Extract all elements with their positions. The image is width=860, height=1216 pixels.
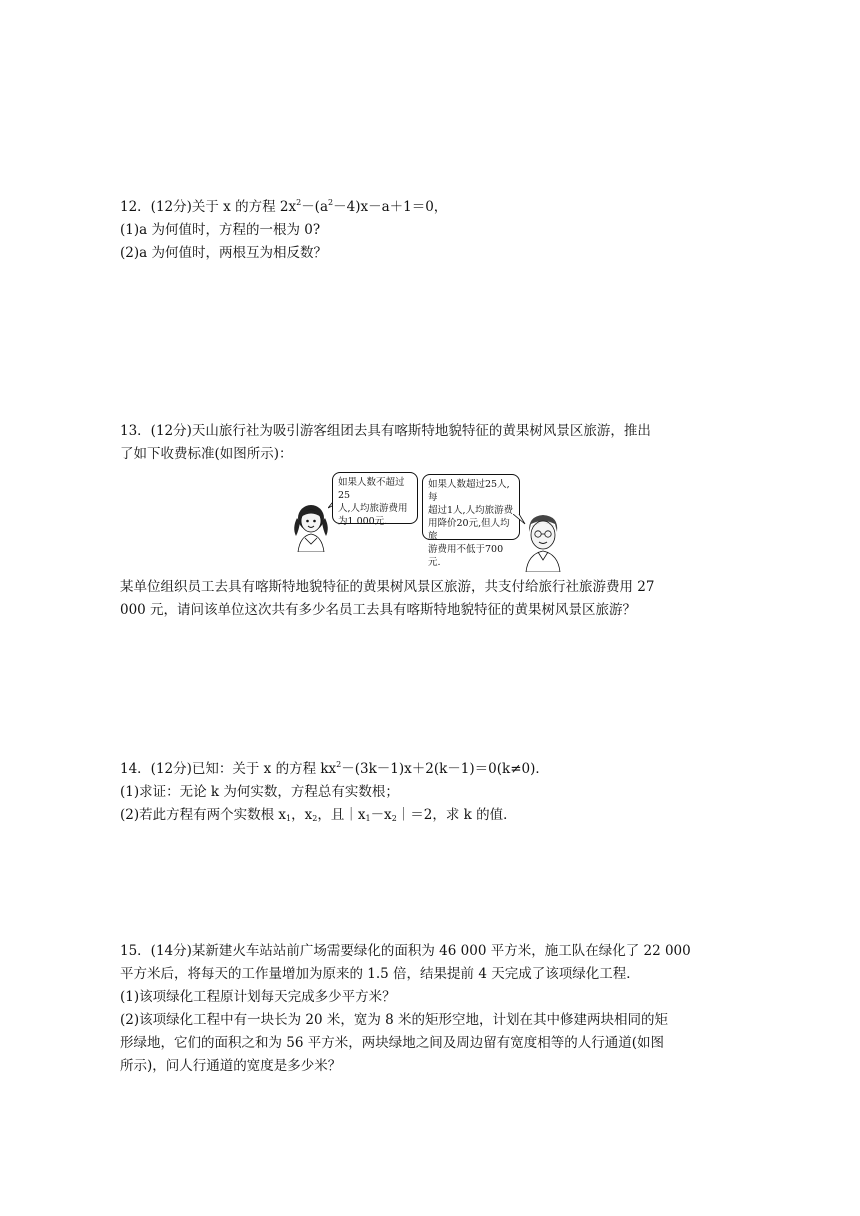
q12-head-pre: 12．(12分)关于 x 的方程 2x bbox=[120, 199, 297, 215]
question-13-line-4: 000 元，请问该单位这次共有多少名员工去具有喀斯特地貌特征的黄果树风景区旅游？ bbox=[120, 602, 637, 618]
question-13-line-3: 某单位组织员工去具有喀斯特地貌特征的黄果树风景区旅游，共支付给旅行社旅游费用 27 bbox=[120, 579, 655, 595]
q12-head-mid: －(a bbox=[301, 199, 329, 215]
question-12-stem bbox=[120, 196, 748, 219]
question-13-line-1: 13．(12分)天山旅行社为吸引游客组团去具有喀斯特地貌特征的黄果树风景区旅游，推出 bbox=[120, 423, 651, 439]
q14-head-post: －(3k－1)x＋2(k－1)＝0(k≠0)． bbox=[341, 761, 549, 777]
question-12-part-2: (2)a 为何值时，两根互为相反数？ bbox=[120, 245, 327, 261]
subscript: 1 bbox=[365, 814, 371, 823]
pricing-illustration bbox=[288, 470, 568, 575]
question-15-line-4: (2)该项绿化工程中有一块长为 20 米，宽为 8 米的矩形空地，计划在其中修建两块相同的矩 bbox=[120, 1012, 669, 1028]
bubble-right-line: 超过1人,人均旅游费 bbox=[428, 505, 514, 516]
subscript: 2 bbox=[312, 814, 318, 823]
question-14-stem bbox=[120, 758, 748, 781]
question-14-part-1: (1)求证：无论 k 为何实数，方程总有实数根； bbox=[120, 784, 399, 800]
exponent: 2 bbox=[296, 198, 302, 207]
bubble-right-line: 如果人数超过25人,每 bbox=[428, 479, 510, 503]
man-figure-icon bbox=[520, 510, 566, 572]
q14-part2-post: ｜＝2，求 k 的值． bbox=[396, 807, 517, 823]
question-13-line-2: 了如下收费标准(如图所示)： bbox=[120, 446, 293, 462]
question-15 bbox=[120, 940, 748, 1078]
q14-part2-pre: (2)若此方程有两个实数根 x bbox=[120, 807, 287, 823]
bubble-left-line: 如果人数不超过25 bbox=[338, 477, 405, 501]
question-15-line-6: 所示)，问人行通道的宽度是多少米？ bbox=[120, 1058, 342, 1074]
question-12-part-1: (1)a 为何值时，方程的一根为 0? bbox=[120, 222, 321, 238]
q14-part2-mid: －x bbox=[370, 807, 392, 823]
speech-bubble-left bbox=[332, 472, 418, 527]
question-13-body bbox=[120, 576, 748, 622]
bubble-left-line: 为1 000元. bbox=[338, 516, 388, 527]
subscript: 1 bbox=[286, 814, 292, 823]
question-14-part-2 bbox=[120, 804, 748, 827]
question-14 bbox=[120, 758, 748, 827]
question-15-line-1: 15．(14分)某新建火车站站前广场需要绿化的面积为 46 000 平方米，施工队在绿化了 22 000 bbox=[120, 943, 691, 959]
question-15-line-2: 平方米后，将每天的工作量增加为原来的 1.5 倍，结果提前 4 天完成了该项绿化工程． bbox=[120, 966, 640, 982]
question-15-line-3: (1)该项绿化工程原计划每天完成多少平方米？ bbox=[120, 989, 396, 1005]
exponent: 2 bbox=[336, 760, 342, 769]
subscript: 2 bbox=[391, 814, 397, 823]
q14-part2-mid: ，x bbox=[291, 807, 313, 823]
question-15-line-5: 形绿地，它们的面积之和为 56 平方米，两块绿地之间及周边留有宽度相等的人行通道(如图 bbox=[120, 1035, 665, 1051]
exponent: 2 bbox=[328, 198, 334, 207]
q14-head-pre: 14．(12分)已知：关于 x 的方程 kx bbox=[120, 761, 337, 777]
question-12 bbox=[120, 196, 748, 265]
bubble-right-line: 游费用不低于700元. bbox=[428, 544, 504, 568]
q14-part2-mid: ，且｜x bbox=[317, 807, 366, 823]
q12-head-post: －4)x－a＋1＝0， bbox=[333, 199, 448, 215]
speech-bubble-right bbox=[422, 474, 520, 568]
bubble-left-line: 人,人均旅游费用 bbox=[338, 503, 408, 514]
bubble-right-line: 用降价20元,但人均旅 bbox=[428, 518, 510, 542]
question-13 bbox=[120, 420, 748, 466]
